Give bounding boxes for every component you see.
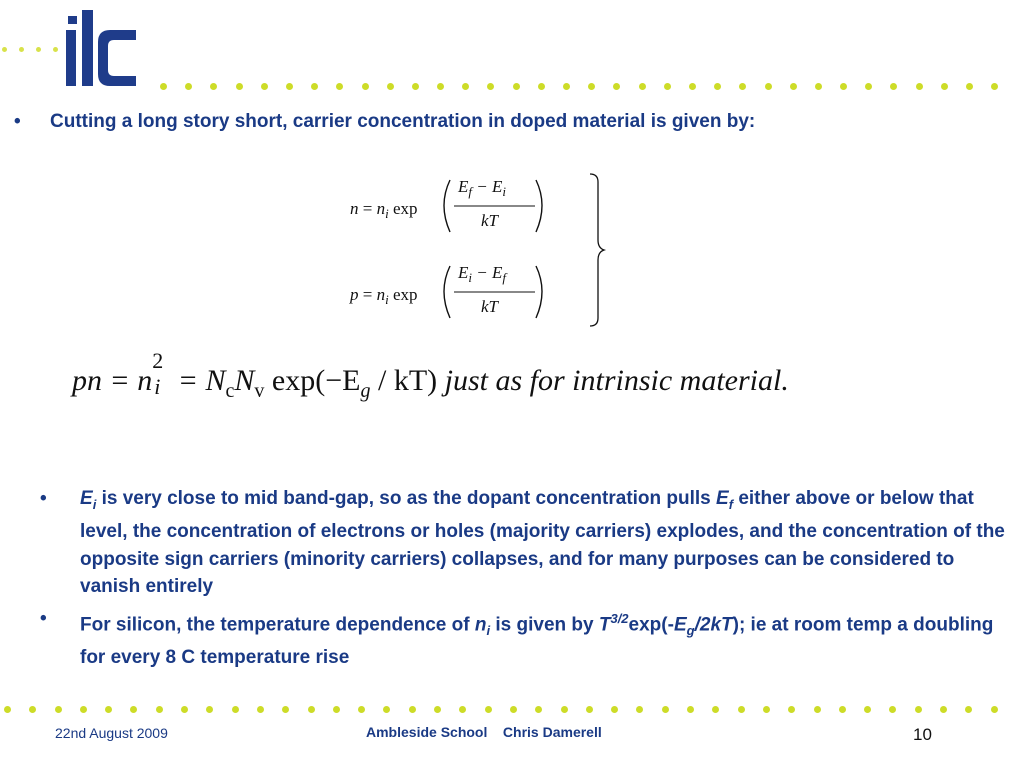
footer-date: 22nd August 2009: [55, 725, 168, 741]
intro-text: Cutting a long story short, carrier concentration in doped material is given by:: [50, 111, 756, 132]
decorative-dot: [232, 706, 239, 713]
decorative-dot: [311, 83, 318, 90]
decorative-dot: [714, 83, 721, 90]
decorative-dot: [739, 83, 746, 90]
ei-text-1: is very close to mid band-gap, so as the dopant concentration pulls: [96, 488, 717, 509]
decorative-dot: [55, 706, 62, 713]
decorative-dot: [763, 706, 770, 713]
decorative-dot: [282, 706, 289, 713]
decorative-dots-top-left: [2, 47, 70, 52]
decorative-dot: [991, 83, 998, 90]
decorative-dot: [462, 83, 469, 90]
si-text-3: exp(-: [628, 614, 674, 636]
decorative-dot: [915, 706, 922, 713]
t-sup: 3/2: [610, 610, 629, 626]
decorative-dot: [840, 83, 847, 90]
eq-sub-c: c: [225, 380, 235, 402]
decorative-dot: [156, 706, 163, 713]
decorative-dot: [160, 83, 167, 90]
decorative-dot: [236, 83, 243, 90]
bullet-mark: •: [14, 111, 21, 132]
eq-lhs: pn = n: [72, 364, 153, 397]
decorative-dot: [210, 83, 217, 90]
decorative-dot: [839, 706, 846, 713]
decorative-dot: [662, 706, 669, 713]
svg-text:Ef − Ei: $E_f - E_i$: [458, 177, 506, 199]
eq-nv: N: [234, 364, 255, 397]
decorative-dot: [788, 706, 795, 713]
decorative-dot: [4, 706, 11, 713]
bullet-silicon: [40, 605, 1010, 672]
eq-equals-n: = N: [170, 364, 226, 397]
decorative-dot: [409, 706, 416, 713]
t-symbol: T: [598, 614, 611, 636]
carrier-equations: [340, 168, 610, 333]
decorative-dot: [513, 83, 520, 90]
mass-action-equation: [72, 348, 789, 403]
decorative-dot: [916, 83, 923, 90]
svg-text:kT: kT: [481, 211, 498, 230]
decorative-dot: [181, 706, 188, 713]
decorative-dot: [966, 83, 973, 90]
si-text-1: For silicon, the temperature dependence of: [80, 614, 475, 636]
decorative-dot: [434, 706, 441, 713]
ei-symbol: E: [80, 488, 93, 509]
ei-sub: i: [92, 496, 97, 512]
decorative-dot: [387, 83, 394, 90]
decorative-dot: [664, 83, 671, 90]
decorative-dot: [333, 706, 340, 713]
decorative-dot: [53, 47, 58, 52]
decorative-dot: [864, 706, 871, 713]
ilc-logo: [62, 4, 142, 92]
decorative-dot: [611, 706, 618, 713]
decorative-dot: [185, 83, 192, 90]
decorative-dot: [206, 706, 213, 713]
ei-text-2: either above or below that level, the concentration of electrons or holes (majority carriers) explodes, and the concentration of the opposite sign carriers (minority carriers) collapses, and for many purposes can be considered to vanish entirely: [80, 488, 1005, 598]
decorative-dot: [510, 706, 517, 713]
decorative-dot: [765, 83, 772, 90]
decorative-dot: [538, 83, 545, 90]
decorative-dot: [588, 83, 595, 90]
decorative-dot: [639, 83, 646, 90]
page-number: 10: [913, 725, 932, 744]
decorative-dot: [257, 706, 264, 713]
decorative-dot: [459, 706, 466, 713]
eq-note: just as for intrinsic material.: [437, 364, 789, 397]
eq-tail: / kT): [370, 364, 438, 397]
decorative-dot: [712, 706, 719, 713]
bullet-ei: [40, 485, 1010, 601]
eg-symbol: E: [673, 614, 687, 636]
si-text-2: is given by: [490, 614, 599, 636]
si-text-4: /2kT: [694, 614, 733, 636]
decorative-dot: [485, 706, 492, 713]
ef-sub: f: [728, 496, 734, 512]
svg-text:Ei − Ef: $E_i - E_f$: [458, 263, 506, 285]
decorative-dot: [36, 47, 41, 52]
decorative-dot: [261, 83, 268, 90]
decorative-dot: [561, 706, 568, 713]
decorative-dot: [940, 706, 947, 713]
decorative-dot: [865, 83, 872, 90]
decorative-dot: [636, 706, 643, 713]
decorative-dot: [586, 706, 593, 713]
decorative-dot: [362, 83, 369, 90]
eq-sup-2: 2: [152, 348, 164, 373]
bullet-list: [40, 485, 1010, 672]
decorative-dot: [613, 83, 620, 90]
decorative-dot: [687, 706, 694, 713]
ni-sub: i: [486, 622, 491, 638]
decorative-dot: [2, 47, 7, 52]
decorative-dot: [890, 83, 897, 90]
decorative-dot: [689, 83, 696, 90]
decorative-dot: [80, 706, 87, 713]
decorative-dot: [965, 706, 972, 713]
eq-sub-i: i: [154, 374, 161, 399]
decorative-dot: [286, 83, 293, 90]
decorative-dot: [29, 706, 36, 713]
decorative-dot: [130, 706, 137, 713]
decorative-dot: [991, 706, 998, 713]
eg-sub: g: [686, 622, 695, 638]
decorative-dot: [941, 83, 948, 90]
decorative-dot: [412, 83, 419, 90]
svg-text:kT: kT: [481, 297, 498, 316]
ef-symbol: E: [716, 488, 729, 509]
eq-exp: exp(−E: [264, 364, 361, 397]
decorative-dot: [889, 706, 896, 713]
decorative-dots-bottom: [4, 706, 1016, 713]
decorative-dot: [19, 47, 24, 52]
decorative-dot: [383, 706, 390, 713]
eq-sub-g: g: [360, 380, 371, 402]
decorative-dot: [308, 706, 315, 713]
decorative-dot: [738, 706, 745, 713]
ni-symbol: n: [474, 614, 487, 636]
decorative-dots-top: [160, 83, 1016, 90]
decorative-dot: [336, 83, 343, 90]
decorative-dot: [790, 83, 797, 90]
footer-school: Ambleside School Chris Damerell: [366, 724, 602, 740]
bullet-mark: •: [40, 488, 47, 509]
decorative-dot: [535, 706, 542, 713]
decorative-dot: [358, 706, 365, 713]
bullet-mark: •: [40, 607, 47, 629]
decorative-dot: [814, 706, 821, 713]
decorative-dot: [105, 706, 112, 713]
decorative-dot: [437, 83, 444, 90]
intro-bullet: [14, 108, 755, 135]
decorative-dot: [487, 83, 494, 90]
eq-sub-v: v: [254, 380, 265, 402]
si-text-5: ); ie at room temp a doubling for every 8 C temperature rise: [80, 614, 994, 669]
decorative-dot: [563, 83, 570, 90]
svg-text:n = ni exp: $n = n_i$ exp: [350, 199, 418, 221]
decorative-dot: [815, 83, 822, 90]
svg-text:p = ni exp: $p = n_i$ exp: [350, 285, 418, 307]
